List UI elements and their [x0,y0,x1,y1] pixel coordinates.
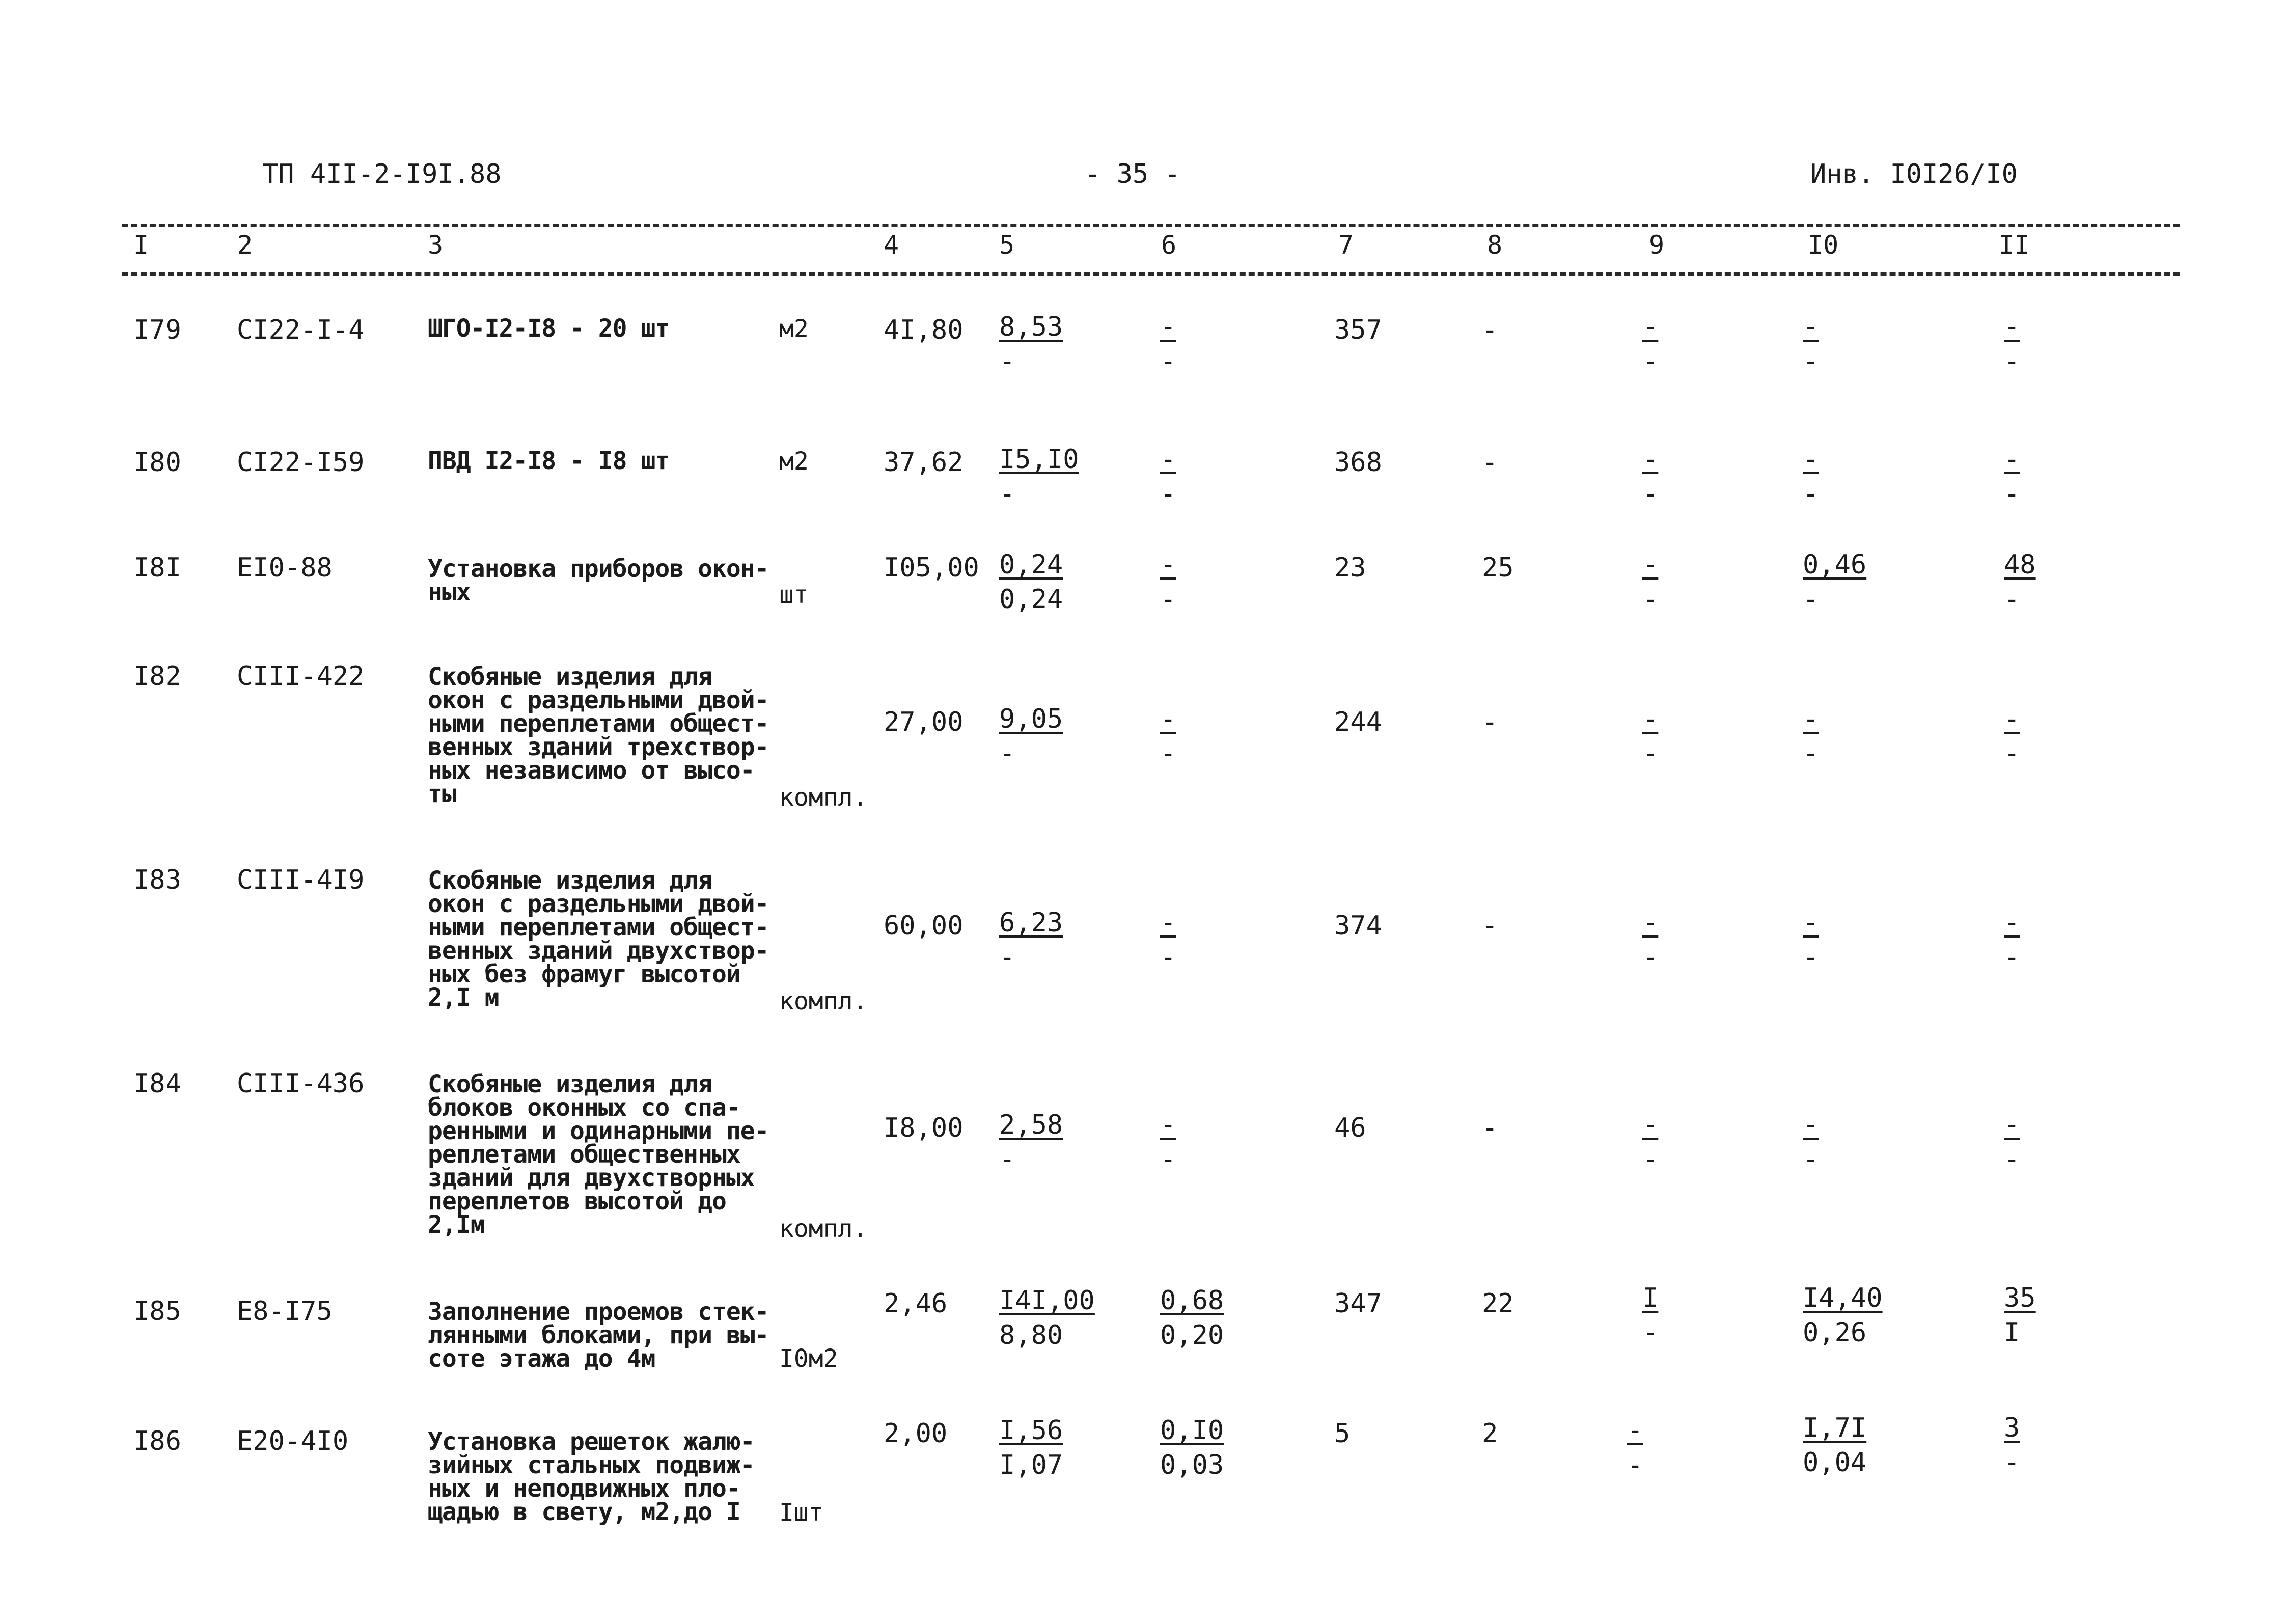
quantity: 4I,80 [884,315,963,345]
col5-bottom: I,07 [999,1450,1063,1480]
row-number: I80 [133,447,181,478]
col11-value [2004,310,2020,379]
col9-top: - [1627,1415,1643,1446]
col9-bottom: - [1642,1144,1659,1175]
col5-top: 6,23 [999,907,1063,938]
col9-value [1642,310,1658,379]
col11-top: 35 [2004,1283,2036,1313]
col5-value [999,310,1063,379]
col11-value [2004,1281,2036,1350]
column-number: II [1999,230,2030,260]
col6-bottom: - [1160,942,1176,973]
col7-value: 46 [1334,1113,1366,1143]
quantity: I8,00 [884,1113,963,1143]
rate-code: CIII-4I9 [237,865,365,895]
col10-top: - [1803,704,1819,734]
work-description: Скобяные изделия для окон с раздельными двой- ными переплетами общест- венных зданий двухствор- ных без фрамуг высотой 2,I м [428,866,769,1012]
col10-bottom: 0,26 [1803,1317,1867,1348]
col9-top: I [1642,1283,1659,1313]
col6-value [1160,905,1176,975]
col11-bottom: - [2004,346,2020,377]
quantity: 2,00 [884,1418,948,1449]
col9-value [1642,547,1658,617]
col5-value [999,905,1063,975]
col5-value [999,1108,1063,1177]
column-number: 5 [999,230,1015,260]
col9-value [1642,702,1658,771]
col6-top: - [1160,444,1176,475]
col10-value [1803,1108,1819,1177]
work-description: Установка решеток жалю- зийных стальных подвиж- ных и неподвижных пло- щадью в свету, м2,до I [428,1427,755,1526]
row-number: I82 [133,661,181,692]
col7-value: 5 [1334,1418,1351,1449]
rate-code: CIII-422 [237,661,365,692]
col11-value [2004,702,2020,771]
column-number: I [133,230,149,260]
col11-top: - [2004,704,2020,734]
work-description: ШГО-I2-I8 - 20 шт [428,314,670,343]
col5-top: 8,53 [999,312,1063,342]
rate-code: CIII-436 [237,1068,365,1099]
rate-code: EI0-88 [237,553,333,583]
col6-top: 0,68 [1160,1285,1224,1316]
col11-value [2004,905,2020,975]
column-number: 9 [1649,230,1665,260]
col10-bottom: - [1803,346,1819,377]
col5-value [999,1413,1063,1482]
col5-value [999,442,1079,511]
col5-bottom: - [999,942,1015,973]
rate-code: E8-I75 [237,1296,333,1327]
col11-top: 48 [2004,549,2036,580]
quantity: 37,62 [884,447,963,478]
col5-value [999,1283,1095,1353]
col5-top: I5,I0 [999,444,1079,475]
col10-bottom: - [1803,738,1819,769]
col9-bottom: - [1642,738,1659,769]
col5-top: 0,24 [999,549,1063,580]
col9-top: - [1642,907,1659,938]
col5-value [999,547,1063,617]
col11-bottom: - [2004,584,2020,615]
col10-value [1803,547,1866,617]
col5-bottom: - [999,346,1015,377]
col6-top: - [1160,312,1176,342]
column-number: I0 [1808,230,1839,260]
col6-top: - [1160,704,1176,734]
work-description: Установка приборов окон- ных [428,555,769,607]
col6-top: - [1160,1110,1176,1140]
col5-value [999,702,1063,771]
col5-bottom: - [999,738,1015,769]
col9-top: - [1642,444,1659,475]
col9-value [1642,905,1658,975]
col9-bottom: - [1642,584,1659,615]
col9-top: - [1642,312,1659,342]
work-description: Скобяные изделия для окон с раздельными двой- ными переплетами общест- венных зданий трехствор- ных независимо от высо- ты [428,663,769,808]
col8-value: - [1482,911,1498,941]
column-number: 8 [1487,230,1503,260]
inventory-number: Инв. I0I26/I0 [1810,159,2018,189]
col7-value: 244 [1334,707,1382,737]
unit: компл. [779,1215,868,1243]
col9-top: - [1642,549,1659,580]
unit: шт [779,581,809,609]
row-number: I84 [133,1068,181,1099]
col10-top: - [1803,907,1819,938]
quantity: I05,00 [884,553,979,583]
col6-bottom: - [1160,479,1176,509]
col10-bottom: 0,04 [1803,1447,1867,1478]
col9-bottom: - [1642,479,1659,509]
col11-value [2004,442,2020,511]
col9-top: - [1642,1110,1659,1140]
col6-value [1160,1413,1224,1482]
work-description: Заполнение проемов стек- лянными блоками, при вы- соте этажа до 4м [428,1298,769,1373]
unit: компл. [779,987,868,1015]
col11-top: - [2004,1110,2020,1140]
col6-bottom: - [1160,346,1176,377]
col10-value [1803,442,1819,511]
row-number: I79 [133,315,181,345]
col9-value [1642,1108,1658,1177]
col8-value: 22 [1482,1288,1514,1319]
column-number: 2 [237,230,253,260]
col6-bottom: 0,03 [1160,1450,1224,1480]
col6-value [1160,1283,1224,1353]
rate-code: CI22-I59 [237,447,365,478]
col8-value: - [1482,1113,1498,1143]
col10-value [1803,1281,1883,1350]
col11-bottom: - [2004,1144,2020,1175]
col7-value: 368 [1334,447,1382,478]
col6-value [1160,702,1176,771]
col10-bottom: - [1803,942,1819,973]
col10-top: I4,40 [1803,1283,1883,1313]
col6-bottom: - [1160,738,1176,769]
unit: м2 [779,315,809,343]
col6-value [1160,310,1176,379]
col10-bottom: - [1803,479,1819,509]
col6-bottom: - [1160,1144,1176,1175]
table-header-rule [122,272,2180,276]
col6-top: - [1160,549,1176,580]
col5-bottom: - [999,1144,1015,1175]
col9-bottom: - [1642,942,1659,973]
col11-top: - [2004,312,2020,342]
col10-top: - [1803,312,1819,342]
quantity: 2,46 [884,1288,948,1319]
col5-bottom: 0,24 [999,584,1063,615]
col11-bottom: - [2004,1447,2020,1478]
col11-value [2004,1411,2020,1480]
col5-top: I4I,00 [999,1285,1095,1316]
quantity: 60,00 [884,911,963,941]
col10-bottom: - [1803,1144,1819,1175]
col5-top: 9,05 [999,704,1063,734]
col5-top: I,56 [999,1415,1063,1446]
col10-bottom: - [1803,584,1819,615]
col8-value: - [1482,447,1498,478]
col11-top: 3 [2004,1413,2020,1443]
col5-bottom: - [999,479,1015,509]
column-number: 7 [1338,230,1354,260]
col8-value: 25 [1482,553,1514,583]
row-number: I8I [133,553,181,583]
rate-code: E20-4I0 [237,1426,349,1456]
col10-top: - [1803,444,1819,475]
col10-value [1803,310,1819,379]
work-description: Скобяные изделия для блоков оконных со спа- ренными и одинарными пе- реплетами общественных зданий для двухстворных переплетов высотой до 2,Iм [428,1070,769,1239]
col10-top: 0,46 [1803,549,1867,580]
row-number: I85 [133,1296,181,1327]
col5-bottom: 8,80 [999,1320,1063,1351]
col7-value: 23 [1334,553,1366,583]
col9-value [1642,442,1658,511]
col8-value: 2 [1482,1418,1498,1449]
work-description: ПВД I2-I8 - I8 шт [428,447,670,475]
col11-bottom: I [2004,1317,2020,1348]
col10-top: I,7I [1803,1413,1867,1443]
col11-bottom: - [2004,479,2020,509]
col9-bottom: - [1642,346,1659,377]
rate-code: CI22-I-4 [237,315,365,345]
col7-value: 357 [1334,315,1382,345]
col10-top: - [1803,1110,1819,1140]
col9-bottom: - [1642,1317,1659,1348]
unit: I0м2 [779,1344,838,1373]
col11-value [2004,1108,2020,1177]
page-number: - 35 - [1085,159,1180,189]
row-number: I86 [133,1426,181,1456]
col6-value [1160,1108,1176,1177]
column-number: 4 [884,230,899,260]
col11-top: - [2004,444,2020,475]
col9-value [1627,1413,1643,1482]
col10-value [1803,1411,1866,1480]
row-number: I83 [133,865,181,895]
col6-top: - [1160,907,1176,938]
col8-value: - [1482,707,1498,737]
unit: м2 [779,447,809,476]
col9-value [1642,1281,1658,1350]
col11-top: - [2004,907,2020,938]
col6-value [1160,442,1176,511]
col11-bottom: - [2004,738,2020,769]
col11-value [2004,547,2036,617]
quantity: 27,00 [884,707,963,737]
col5-top: 2,58 [999,1110,1063,1140]
col9-top: - [1642,704,1659,734]
col7-value: 347 [1334,1288,1382,1319]
col9-bottom: - [1627,1450,1643,1480]
col10-value [1803,702,1819,771]
col6-bottom: 0,20 [1160,1320,1224,1351]
column-number: 3 [428,230,444,260]
col7-value: 374 [1334,911,1382,941]
unit: Iшт [779,1498,823,1527]
unit: компл. [779,783,868,812]
col6-value [1160,547,1176,617]
col11-bottom: - [2004,942,2020,973]
col6-bottom: - [1160,584,1176,615]
table-top-rule [122,224,2180,227]
col10-value [1803,905,1819,975]
col8-value: - [1482,315,1498,345]
document-code: ТП 4II-2-I9I.88 [262,159,502,189]
column-number: 6 [1161,230,1177,260]
col6-top: 0,I0 [1160,1415,1224,1446]
